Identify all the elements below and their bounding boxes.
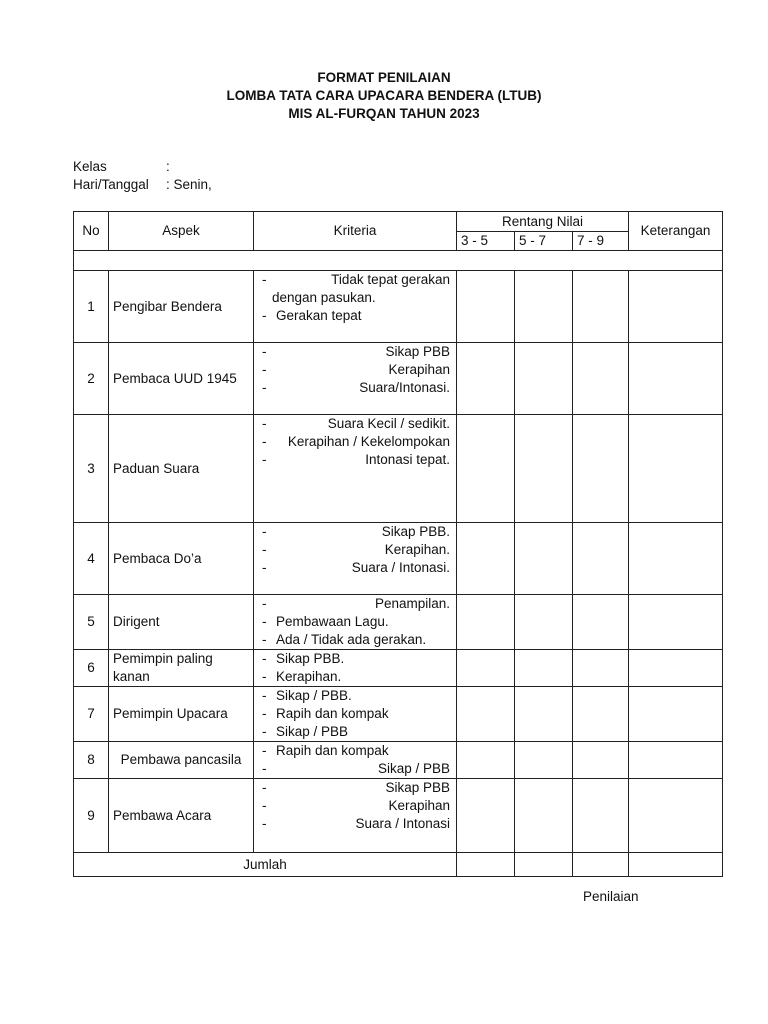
header-kriteria: Kriteria <box>254 212 457 251</box>
doc-subtitle: LOMBA TATA CARA UPACARA BENDERA (LTUB) <box>226 88 542 103</box>
table-row <box>74 271 723 343</box>
kriteria-item: Sikap PBB. <box>276 651 345 666</box>
score-cell[interactable] <box>457 271 515 343</box>
row-kriteria: - Sikap PBB - Kerapihan - Suara / Intonasi <box>254 779 457 853</box>
keterangan-cell[interactable] <box>629 523 723 595</box>
score-cell[interactable] <box>457 742 515 779</box>
row-aspek: Paduan Suara <box>109 415 254 523</box>
kriteria-item: Kerapihan. <box>276 669 342 684</box>
kriteria-item: Suara/Intonasi. <box>359 380 450 395</box>
row-no: 5 <box>74 595 109 650</box>
table-row <box>74 415 723 523</box>
header-range-3-5: 3 - 5 <box>457 232 515 251</box>
header-range-7-9: 7 - 9 <box>573 232 629 251</box>
kriteria-item: Suara / Intonasi <box>355 816 450 831</box>
keterangan-cell[interactable] <box>629 415 723 523</box>
doc-school-year: MIS AL-FURQAN TAHUN 2023 <box>288 106 480 121</box>
penilaian-label: Penilaian <box>583 889 639 904</box>
kriteria-item: dengan pasukan. <box>272 290 376 305</box>
kriteria-item: Kerapihan <box>388 362 450 377</box>
keterangan-cell[interactable] <box>629 595 723 650</box>
score-cell[interactable] <box>457 779 515 853</box>
keterangan-cell[interactable] <box>629 742 723 779</box>
row-aspek: Pemimpin Upacara <box>109 687 254 742</box>
table-row <box>74 742 723 779</box>
row-kriteria: - Rapih dan kompak - Sikap / PBB <box>254 742 457 779</box>
assessment-table <box>73 211 723 877</box>
row-kriteria: - Suara Kecil / sedikit. - Kerapihan / Kekelompokan - Intonasi tepat. <box>254 415 457 523</box>
kelas-line <box>73 158 170 176</box>
doc-title: FORMAT PENILAIAN <box>317 70 451 85</box>
row-no: 3 <box>74 415 109 523</box>
table-row <box>74 343 723 415</box>
score-cell[interactable] <box>573 343 629 415</box>
score-cell[interactable] <box>515 742 573 779</box>
row-kriteria: - Penampilan. - Pembawaan Lagu. - Ada / Tidak ada gerakan. <box>254 595 457 650</box>
jumlah-cell[interactable] <box>515 853 573 877</box>
table-row <box>74 523 723 595</box>
row-aspek: Pembawa Acara <box>109 779 254 853</box>
score-cell[interactable] <box>573 650 629 687</box>
hari-line <box>73 176 212 194</box>
kriteria-item: Tidak tepat gerakan <box>331 272 450 287</box>
score-cell[interactable] <box>515 595 573 650</box>
score-cell[interactable] <box>573 415 629 523</box>
row-no: 9 <box>74 779 109 853</box>
header-rentang-nilai: Rentang Nilai <box>457 212 629 232</box>
keterangan-cell[interactable] <box>629 779 723 853</box>
score-cell[interactable] <box>573 687 629 742</box>
score-cell[interactable] <box>515 343 573 415</box>
kriteria-item: Suara Kecil / sedikit. <box>327 416 450 431</box>
score-cell[interactable] <box>515 650 573 687</box>
score-cell[interactable] <box>515 415 573 523</box>
score-cell[interactable] <box>457 523 515 595</box>
row-no: 7 <box>74 687 109 742</box>
kriteria-item: Kerapihan <box>388 798 450 813</box>
score-cell[interactable] <box>573 742 629 779</box>
score-cell[interactable] <box>457 343 515 415</box>
hari-label: Hari/Tanggal <box>73 177 149 192</box>
kriteria-item: Pembawaan Lagu. <box>276 614 389 629</box>
jumlah-label: Jumlah <box>74 853 457 877</box>
score-cell[interactable] <box>515 687 573 742</box>
jumlah-keterangan-cell[interactable] <box>629 853 723 877</box>
table-header-row <box>74 212 723 232</box>
score-cell[interactable] <box>457 595 515 650</box>
row-no: 2 <box>74 343 109 415</box>
score-cell[interactable] <box>515 271 573 343</box>
keterangan-cell[interactable] <box>629 687 723 742</box>
keterangan-cell[interactable] <box>629 343 723 415</box>
row-aspek: Pembaca UUD 1945 <box>109 343 254 415</box>
score-cell[interactable] <box>515 779 573 853</box>
row-aspek: Pembawa pancasila <box>109 742 254 779</box>
row-kriteria: - Sikap PBB - Kerapihan - Suara/Intonasi. <box>254 343 457 415</box>
score-cell[interactable] <box>457 687 515 742</box>
header-aspek: Aspek <box>109 212 254 251</box>
kelas-label: Kelas <box>73 159 107 174</box>
kriteria-item: Suara / Intonasi. <box>351 560 450 575</box>
row-no: 8 <box>74 742 109 779</box>
kriteria-item: Kerapihan / Kekelompokan <box>287 434 450 449</box>
row-aspek: Pengibar Bendera <box>109 271 254 343</box>
table-row <box>74 595 723 650</box>
table-spacer-row <box>74 251 723 271</box>
header-keterangan: Keterangan <box>629 212 723 251</box>
kriteria-item: Rapih dan kompak <box>276 706 389 721</box>
kriteria-item: Sikap PBB. <box>381 524 450 539</box>
row-aspek: Pemimpin paling kanan <box>109 650 254 687</box>
row-no: 6 <box>74 650 109 687</box>
jumlah-cell[interactable] <box>573 853 629 877</box>
score-cell[interactable] <box>457 650 515 687</box>
row-aspek: Pembaca Do’a <box>109 523 254 595</box>
kriteria-item: Sikap / PBB <box>276 724 349 739</box>
row-kriteria: - Sikap PBB. - Kerapihan. - Suara / Intonasi. <box>254 523 457 595</box>
kelas-value: : <box>166 159 170 174</box>
row-no: 4 <box>74 523 109 595</box>
header-no: No <box>74 212 109 251</box>
kriteria-item: Sikap / PBB. <box>276 688 352 703</box>
keterangan-cell[interactable] <box>629 650 723 687</box>
kriteria-item: Rapih dan kompak <box>276 743 389 758</box>
row-no: 1 <box>74 271 109 343</box>
score-cell[interactable] <box>573 523 629 595</box>
kriteria-item: Gerakan tepat <box>276 308 362 323</box>
row-aspek: Dirigent <box>109 595 254 650</box>
hari-value: : Senin, <box>166 177 212 192</box>
score-cell[interactable] <box>573 779 629 853</box>
jumlah-row <box>74 853 723 877</box>
kriteria-item: Sikap PBB <box>385 344 450 359</box>
table-row <box>74 650 723 687</box>
score-cell[interactable] <box>573 595 629 650</box>
kriteria-item: Sikap PBB <box>385 780 450 795</box>
kriteria-item: Penampilan. <box>374 596 450 611</box>
row-kriteria: - Sikap / PBB. - Rapih dan kompak - Sikap / PBB <box>254 687 457 742</box>
kriteria-item: Ada / Tidak ada gerakan. <box>276 632 427 647</box>
keterangan-cell[interactable] <box>629 271 723 343</box>
header-range-5-7: 5 - 7 <box>515 232 573 251</box>
kriteria-item: Kerapihan. <box>384 542 450 557</box>
score-cell[interactable] <box>515 523 573 595</box>
kriteria-item: Intonasi tepat. <box>365 452 450 467</box>
score-cell[interactable] <box>457 415 515 523</box>
table-row <box>74 687 723 742</box>
score-cell[interactable] <box>573 271 629 343</box>
row-kriteria: - Tidak tepat gerakan dengan pasukan. - Gerakan tepat <box>254 271 457 343</box>
table-row <box>74 779 723 853</box>
jumlah-cell[interactable] <box>457 853 515 877</box>
row-kriteria: - Sikap PBB. - Kerapihan. <box>254 650 457 687</box>
kriteria-item: Sikap / PBB <box>377 761 450 776</box>
